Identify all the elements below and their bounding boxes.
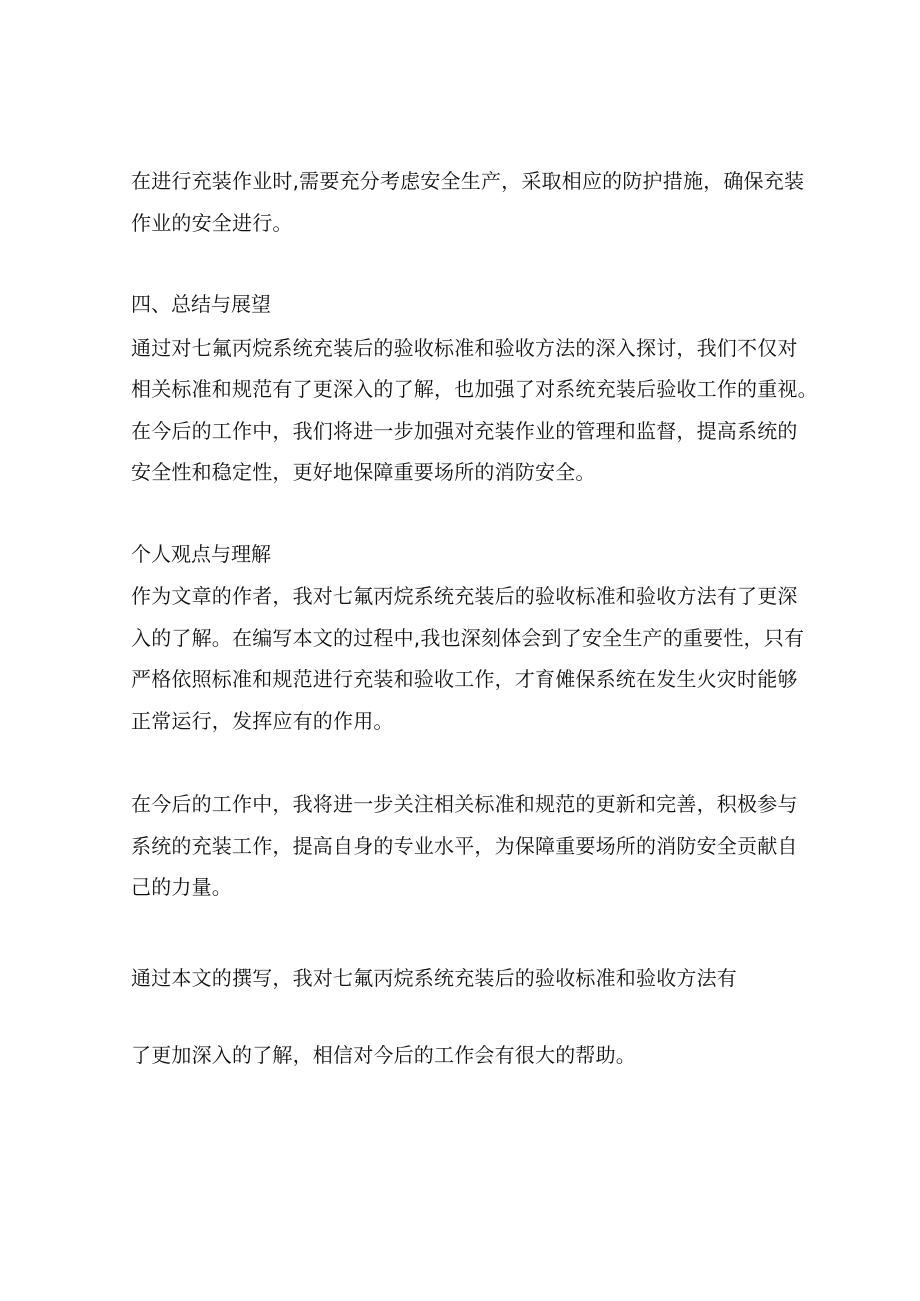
section-four-line-3: 在今后的工作中，我们将进一步加强对充装作业的管理和监督，提高系统的 — [131, 419, 798, 443]
intro-line-2: 作业的安全进行。 — [131, 211, 293, 235]
closing-line-1: 通过本文的撰写，我对七氟丙烷系统充装后的验收标准和验收方法有 — [131, 966, 737, 990]
section-personal-line-1: 作为文章的作者，我对七氟丙烷系统充装后的验收标准和验收方法有了更深 — [131, 584, 798, 608]
closing-line-2: 了更加深入的了解，相信对今后的工作会有很大的帮助。 — [131, 1043, 636, 1067]
section-personal-line-2: 入的了解。在编写本文的过程中,我也深刻体会到了安全生产的重要性，只有 — [131, 626, 805, 650]
section-future-line-3: 己的力量。 — [131, 875, 232, 899]
section-personal-line-3: 严格依照标准和规范进行充装和验收工作，才育傩保系统在发生火灾时能够 — [131, 667, 798, 691]
section-four-line-2: 相关标准和规范有了更深入的了解，也加强了对系统充装后验收工作的重视。 — [131, 377, 818, 401]
section-four-heading: 四、总结与展望 — [131, 292, 271, 316]
section-personal-line-4: 正常运行，发挥应有的作用。 — [131, 709, 394, 733]
section-future-line-1: 在今后的工作中，我将进一步关注相关标准和规范的更新和完善，积极参与 — [131, 792, 798, 816]
section-four-line-4: 安全性和稳定性，更好地保障重要场所的消防安全。 — [131, 460, 596, 484]
section-four-line-1: 通过对七氟丙烷系统充装后的验收标准和验收方法的深入探讨，我们不仅对 — [131, 336, 798, 360]
section-future-line-2: 系统的充装工作，提高自身的专业水平，为保障重要场所的消防安全贡献自 — [131, 834, 798, 858]
section-personal-heading: 个人观点与理解 — [131, 542, 271, 566]
intro-line-1: 在进行充装作业时,需要充分考虑安全生产，采取相应的防护措施，确保充装 — [131, 169, 805, 193]
